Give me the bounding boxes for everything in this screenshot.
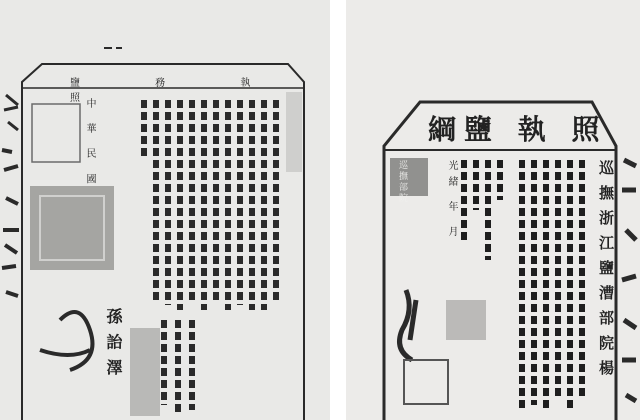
left-edge-strip	[286, 92, 302, 172]
right-margin-strokes	[622, 160, 636, 401]
left-small-stamp	[32, 104, 80, 162]
left-body-columns	[144, 100, 276, 415]
left-signature: 孫 詒 澤	[104, 308, 123, 378]
left-large-stamp	[30, 186, 114, 270]
right-issuer-line: 巡撫浙江鹽漕部院楊	[597, 160, 615, 385]
right-title-rest: 鹽 執 照	[464, 113, 608, 146]
right-date-line: 光緒 年 月	[446, 160, 457, 243]
left-bottom-seal	[130, 328, 160, 416]
left-date-line: 中 華 民 國	[84, 98, 95, 190]
left-header-text: 鹽 務 執 照	[70, 78, 287, 104]
left-margin-strokes	[2, 95, 19, 296]
right-brush-mark	[400, 290, 416, 360]
left-brush-mark	[40, 312, 93, 370]
right-body-columns	[464, 160, 582, 410]
right-bottom-seal	[404, 360, 448, 404]
right-title-lead: 綱	[428, 113, 465, 146]
right-mid-seal	[446, 300, 486, 340]
right-title	[428, 108, 608, 148]
right-document-scan	[346, 0, 640, 420]
right-stamp-text: 巡撫部院	[397, 160, 407, 204]
